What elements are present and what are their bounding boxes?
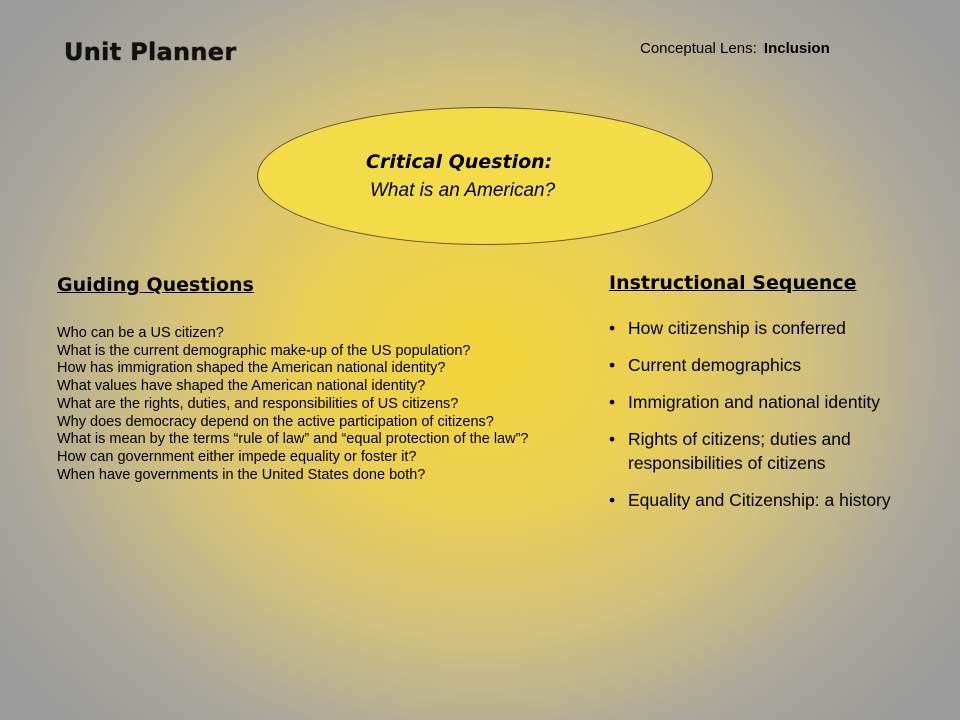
instructional-sequence-list [609, 316, 909, 525]
conceptual-lens-label: Conceptual Lens: [640, 40, 757, 57]
sequence-item-text: How citizenship is conferred [628, 318, 846, 338]
guiding-question-item: Why does democracy depend on the active participation of citizens? [57, 413, 494, 430]
guiding-question-item: What is the current demographic make-up of the US population? [57, 342, 471, 359]
conceptual-lens-value: Inclusion [763, 40, 830, 57]
sequence-item [609, 488, 909, 512]
bullet-icon: • [609, 318, 616, 338]
guiding-question-item: Who can be a US citizen? [57, 325, 224, 341]
guiding-question-item: What is mean by the terms “rule of law” and “equal protection of the law”? [57, 431, 529, 448]
sequence-item-text: Immigration and national identity [628, 392, 880, 412]
sequence-item [609, 427, 909, 475]
bullet-icon: • [609, 392, 616, 412]
page-title: Unit Planner [64, 38, 237, 66]
sequence-item [609, 390, 909, 414]
guiding-questions-heading: Guiding Questions [57, 274, 254, 296]
sequence-item [609, 316, 909, 340]
critical-question-text: What is an American? [370, 180, 556, 201]
guiding-question-item: What are the rights, duties, and responsibilities of US citizens? [57, 395, 459, 412]
guiding-question-item: How has immigration shaped the American national identity? [57, 360, 446, 377]
sequence-item-text: Rights of citizens; duties and responsibilities of citizens [628, 429, 851, 473]
guiding-question-item: How can government either impede equality or foster it? [57, 448, 417, 465]
sequence-item [609, 353, 909, 377]
bullet-icon: • [609, 429, 616, 449]
sequence-item-text: Equality and Citizenship: a history [628, 490, 891, 510]
instructional-sequence-heading: Instructional Sequence [609, 272, 857, 294]
conceptual-lens [640, 40, 830, 57]
critical-question-label: Critical Question: [366, 151, 553, 173]
critical-question-oval [257, 107, 713, 245]
bullet-icon: • [609, 355, 616, 375]
sequence-item-text: Current demographics [628, 355, 802, 375]
guiding-question-item: When have governments in the United States done both? [57, 466, 426, 483]
guiding-question-item: What values have shaped the American national identity? [57, 378, 426, 395]
guiding-questions-list [57, 325, 577, 484]
bullet-icon: • [609, 490, 616, 510]
